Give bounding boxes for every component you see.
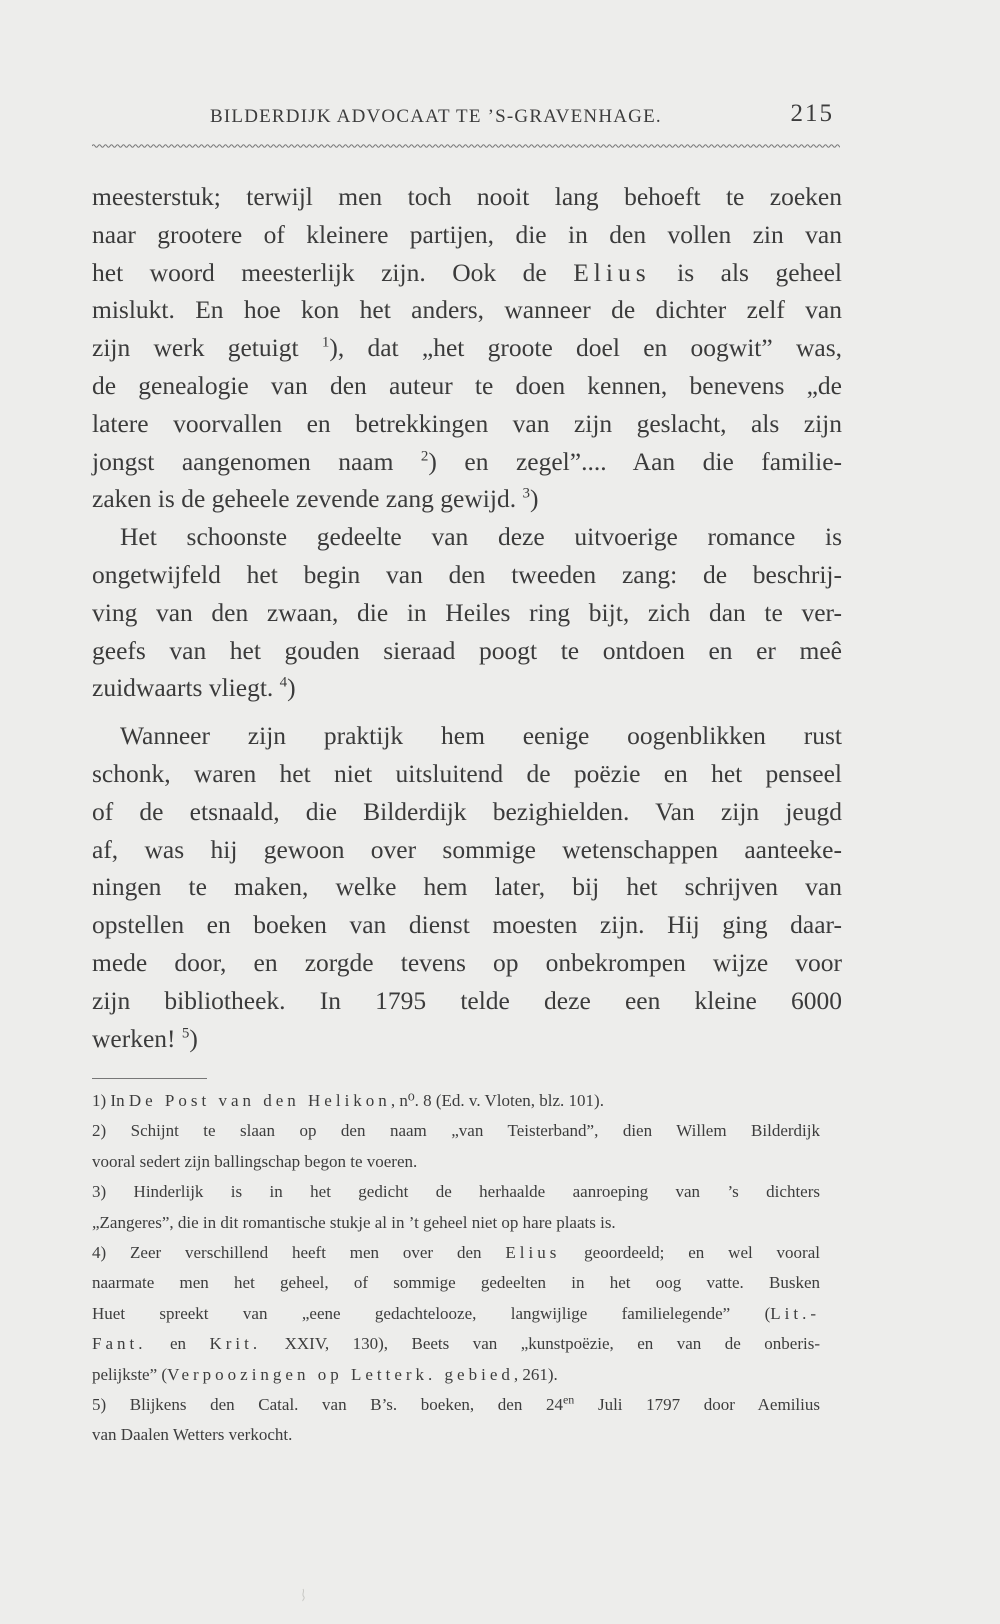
- page-header: [92, 96, 840, 136]
- text-line: Het schoonste gedeelte van deze uitvoerige romance is: [120, 522, 842, 552]
- spaced-title: Lit.-: [770, 1303, 820, 1323]
- paper-mark: [298, 1588, 308, 1602]
- footnote-ref: 4: [279, 674, 288, 691]
- superscript: en: [562, 1392, 575, 1407]
- text-line: zijn bibliotheek. In 1795 telde deze een kleine 6000: [92, 985, 842, 1015]
- text-line: de genealogie van den auteur te doen kennen, benevens „de: [92, 370, 842, 400]
- text-line: opstellen en boeken van dienst moesten zijn. Hij ging daar-: [92, 910, 842, 940]
- text-line: naar grootere of kleinere partijen, die in den vollen zin van: [92, 219, 842, 249]
- footnote-4-cont: Huet spreekt van „eene gedachtelooze, langwijlige familielegende” (Lit.-: [92, 1303, 820, 1323]
- text-line: zuidwaarts vliegt. $^4$): [92, 673, 296, 703]
- footnote-3: 3) Hinderlijk is in het gedicht de herhaalde aanroeping van ’s dichters: [92, 1182, 820, 1202]
- spaced-title: Elius: [505, 1242, 561, 1262]
- text-line: latere voorvallen en betrekkingen van zijn geslacht, als zijn: [92, 408, 842, 438]
- text-line: jongst aangenomen naam $^2$) en zegel”.... Aan die familie-: [92, 446, 843, 476]
- spaced-title: Krit.: [209, 1334, 262, 1354]
- text-line: zijn werk getuigt $^1$), dat „het groote doel en oogwit” was,: [92, 333, 842, 363]
- footnote-2: 2) Schijnt te slaan op den naam „van Teisterband”, dien Willem Bilderdijk: [92, 1121, 820, 1141]
- footnote-1: 1) In De Post van den Helikon, n⁰. 8 (Ed. v. Vloten, blz. 101).: [92, 1091, 604, 1110]
- footnote-5: 5) Blijkens den Catal. van B’s. boeken, den $24^{en}$ Juli 1797 door Aemilius: [92, 1392, 820, 1414]
- footnote-ref: 3: [522, 485, 530, 502]
- text-line: meesterstuk; terwijl men toch nooit lang behoeft te zoeken: [92, 182, 842, 211]
- text-line: of de etsnaald, die Bilderdijk bezighielden. Van zijn jeugd: [92, 796, 842, 826]
- footnote-4-cont: pelijkste” (Verpoozingen op Letterk. gebied, 261).: [92, 1364, 558, 1384]
- text-line: werken! $^5$): [92, 1023, 198, 1053]
- text-line: Wanneer zijn praktijk hem eenige oogenblikken rust: [120, 721, 842, 751]
- footnote-4-cont: naarmate men het geheel, of sommige gedeelten in het oog vatte. Busken: [92, 1273, 820, 1293]
- text-line: het woord meesterlijk zijn. Ook de Elius is als geheel: [92, 257, 842, 287]
- text-line: mede door, en zorgde tevens op onbekrompen wijze voor: [92, 947, 842, 977]
- running-title: BILDERDIJK ADVOCAAT TE ’S-GRAVENHAGE.: [210, 106, 662, 127]
- text-line: af, was hij gewoon over sommige wetenschappen aanteeke-: [92, 834, 842, 864]
- footnote-4-cont: Fant. en Krit. XXIV, 130), Beets van „kunstpoëzie, en van de onberis-: [92, 1334, 820, 1354]
- footnote-ref: 5: [181, 1025, 190, 1042]
- spaced-title: Verpoozingen op Letterk. gebied: [167, 1364, 514, 1384]
- footnotes: [92, 1086, 820, 1451]
- footnote-separator: [92, 1078, 207, 1079]
- spaced-title: Fant.: [92, 1334, 147, 1354]
- footnote-3-cont: „Zangeres”, die in dit romantische stukje al in ’t geheel niet op hare plaats is.: [92, 1212, 616, 1232]
- footnote-ref: 1: [321, 334, 330, 351]
- text-line: schonk, waren het niet uitsluitend de poëzie en het penseel: [92, 758, 842, 788]
- footnote-2-cont: vooral sedert zijn ballingschap begon te voeren.: [92, 1151, 418, 1171]
- header-ornamental-rule: [92, 140, 840, 152]
- spaced-title: De Post van den Helikon: [128, 1091, 391, 1110]
- text-line: geefs van het gouden sieraad poogt te ontdoen en er meê: [92, 635, 842, 665]
- page-number: 215: [790, 100, 834, 127]
- text-line: ongetwijfeld het begin van den tweeden zang: de beschrij-: [92, 559, 842, 589]
- text-line: mislukt. En hoe kon het anders, wanneer de dichter zelf van: [92, 295, 842, 325]
- main-text: [92, 178, 842, 1057]
- footnote-4: 4) Zeer verschillend heeft men over den Elius geoordeeld; en wel vooral: [92, 1242, 820, 1262]
- text-line: zaken is de geheele zevende zang gewijd. $^3$): [92, 484, 539, 514]
- footnote-5-cont: van Daalen Wetters verkocht.: [92, 1425, 293, 1445]
- spaced-title: Elius: [573, 257, 651, 287]
- text-line: ningen te maken, welke hem later, bij het schrijven van: [92, 872, 842, 902]
- text-line: ving van den zwaan, die in Heiles ring bijt, zich dan te ver-: [92, 597, 842, 627]
- footnote-ref: 2: [420, 448, 429, 465]
